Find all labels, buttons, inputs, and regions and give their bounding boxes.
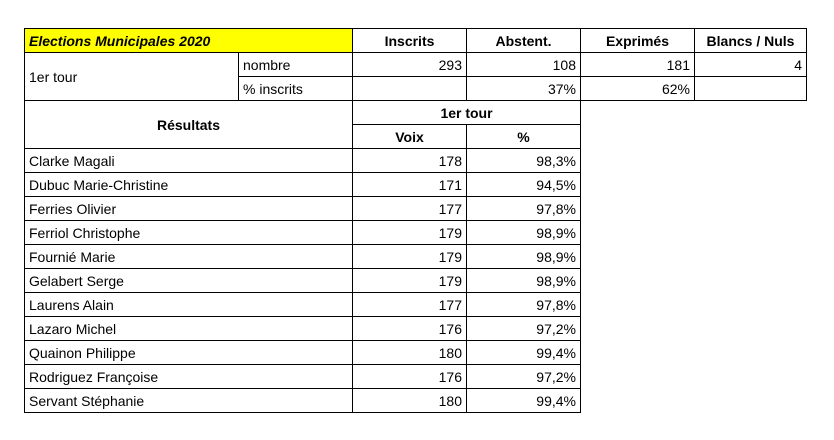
nombre-blancs-nuls: 4 (695, 53, 807, 77)
table-row (25, 389, 807, 413)
candidate-pct: 99,4% (467, 389, 581, 413)
header-blancs-nuls: Blancs / Nuls (695, 29, 807, 53)
candidate-name: Ferries Olivier (25, 197, 353, 221)
table-row (25, 197, 807, 221)
candidate-name: Gelabert Serge (25, 269, 353, 293)
table-row (25, 365, 807, 389)
table-row (25, 173, 807, 197)
candidate-pct: 97,8% (467, 293, 581, 317)
candidate-voix: 177 (353, 293, 467, 317)
nombre-inscrits: 293 (353, 53, 467, 77)
candidate-voix: 178 (353, 149, 467, 173)
table-row (25, 269, 807, 293)
election-results-table (24, 28, 807, 413)
candidate-voix: 177 (353, 197, 467, 221)
header-inscrits: Inscrits (353, 29, 467, 53)
table-row (25, 293, 807, 317)
tour-label-text: 1er tour (29, 68, 78, 85)
candidate-pct: 97,2% (467, 365, 581, 389)
pct-blancs-nuls (695, 77, 807, 101)
candidate-voix: 179 (353, 245, 467, 269)
table-row (25, 317, 807, 341)
table-row (25, 245, 807, 269)
candidate-voix: 179 (353, 221, 467, 245)
candidate-voix: 179 (353, 269, 467, 293)
candidate-voix: 180 (353, 341, 467, 365)
nombre-label: nombre (239, 53, 353, 77)
results-tour-label: 1er tour (353, 101, 581, 125)
candidate-voix: 176 (353, 317, 467, 341)
table-row (25, 149, 807, 173)
candidate-name: Dubuc Marie-Christine (25, 173, 353, 197)
tour-label (25, 53, 239, 101)
results-label: Résultats (25, 101, 353, 149)
pct-abstent: 37% (467, 77, 581, 101)
pct-exprimes: 62% (581, 77, 695, 101)
nombre-row (25, 53, 807, 77)
candidate-pct: 99,4% (467, 341, 581, 365)
voix-header: Voix (353, 125, 467, 149)
candidate-name: Lazaro Michel (25, 317, 353, 341)
candidate-voix: 180 (353, 389, 467, 413)
pct-inscrits-label: % inscrits (239, 77, 353, 101)
candidate-name: Ferriol Christophe (25, 221, 353, 245)
nombre-abstent: 108 (467, 53, 581, 77)
table-row (25, 341, 807, 365)
nombre-exprimes: 181 (581, 53, 695, 77)
header-abstent: Abstent. (467, 29, 581, 53)
table-row (25, 221, 807, 245)
candidate-pct: 97,8% (467, 197, 581, 221)
pct-header: % (467, 125, 581, 149)
candidate-pct: 98,3% (467, 149, 581, 173)
results-header-row-1 (25, 101, 807, 125)
pct-inscrits (353, 77, 467, 101)
candidate-name: Fournié Marie (25, 245, 353, 269)
candidate-pct: 98,9% (467, 221, 581, 245)
candidate-voix: 176 (353, 365, 467, 389)
candidate-pct: 97,2% (467, 317, 581, 341)
candidate-pct: 94,5% (467, 173, 581, 197)
candidate-name: Servant Stéphanie (25, 389, 353, 413)
candidate-name: Laurens Alain (25, 293, 353, 317)
candidate-voix: 171 (353, 173, 467, 197)
table-title: Elections Municipales 2020 (25, 29, 353, 53)
header-row (25, 29, 807, 53)
candidate-name: Rodriguez Françoise (25, 365, 353, 389)
candidate-pct: 98,9% (467, 269, 581, 293)
candidate-pct: 98,9% (467, 245, 581, 269)
candidate-name: Quainon Philippe (25, 341, 353, 365)
candidate-name: Clarke Magali (25, 149, 353, 173)
header-exprimes: Exprimés (581, 29, 695, 53)
